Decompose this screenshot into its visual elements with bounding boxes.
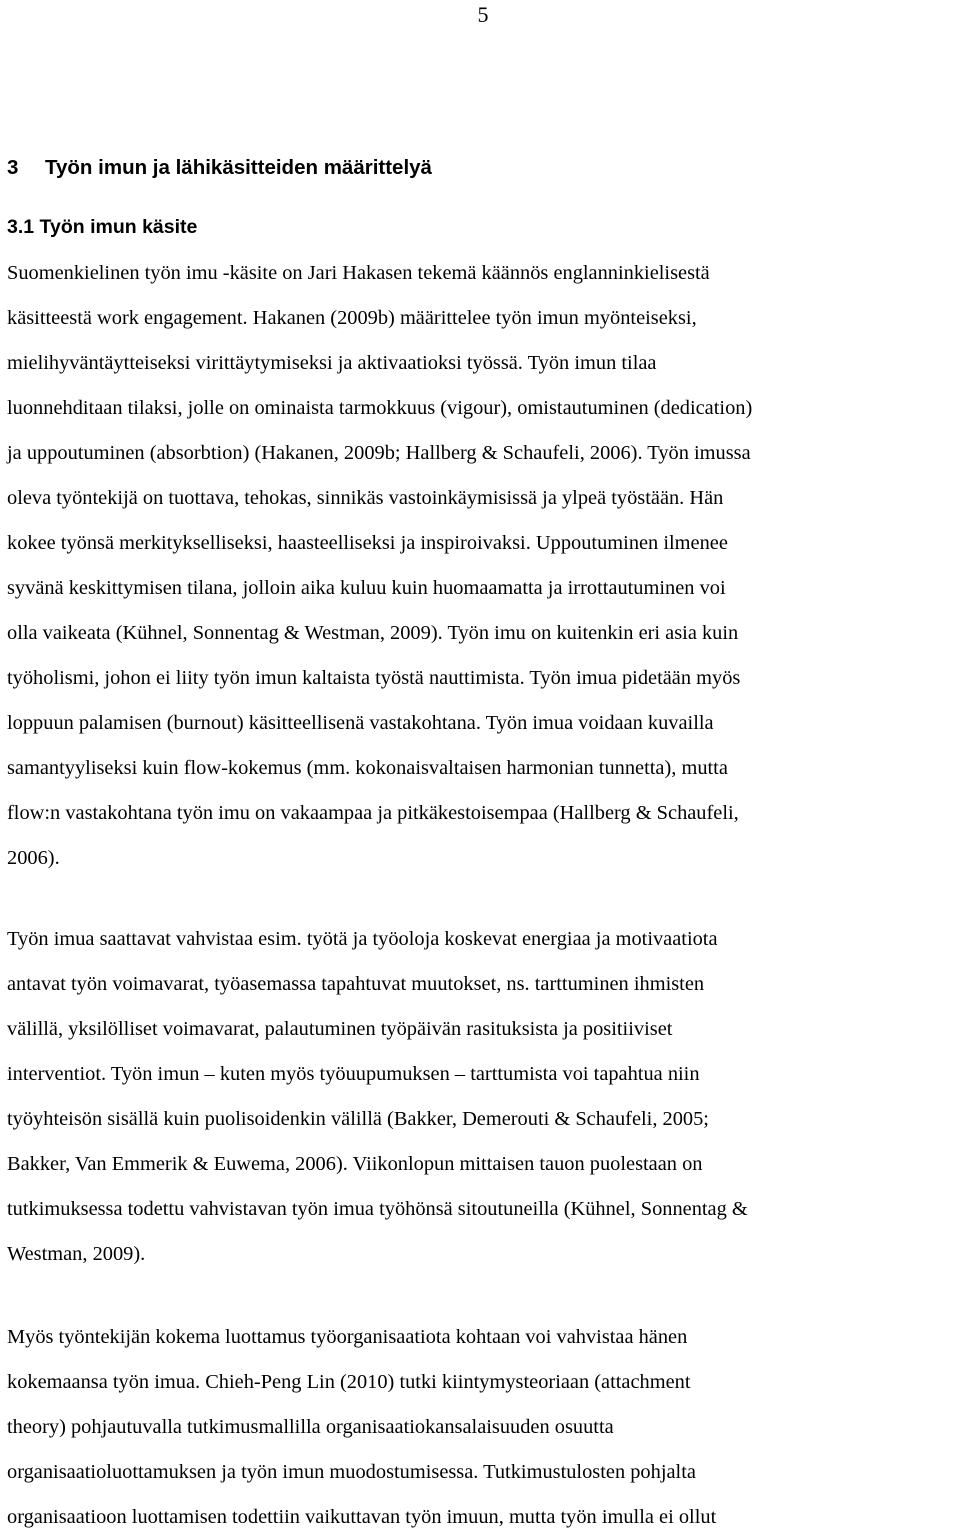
text-line: kokee työnsä merkitykselliseksi, haasteelliseksi ja inspiroivaksi. Uppoutuminen ilmenee [7, 532, 728, 554]
text-line: työyhteisön sisällä kuin puolisoidenkin välillä (Bakker, Demerouti & Schaufeli, 2005; [7, 1108, 709, 1130]
chapter-number: 3 [7, 156, 19, 179]
text-line: kokemaansa työn imua. Chieh-Peng Lin (2010) tutki kiintymysteoriaan (attachment [7, 1371, 691, 1393]
text-line: antavat työn voimavarat, työasemassa tapahtuvat muutokset, ns. tarttuminen ihmisten [7, 973, 705, 995]
text-line: mielihyväntäytteiseksi virittäytymiseksi ja aktivaatioksi työssä. Työn imun tilaa [7, 352, 657, 374]
text-line: käsitteestä work engagement. Hakanen (2009b) määrittelee työn imun myönteiseksi, [7, 307, 697, 329]
section-heading: 3.1 Työn imun käsite [7, 216, 198, 238]
text-line: välillä, yksilölliset voimavarat, palautuminen työpäivän rasituksista ja positiiviset [7, 1018, 673, 1040]
chapter-title: Työn imun ja lähikäsitteiden määrittelyä [45, 156, 432, 179]
text-line: Bakker, Van Emmerik & Euwema, 2006). Viikonlopun mittaisen tauon puolestaan on [7, 1153, 703, 1175]
text-line: työholismi, johon ei liity työn imun kaltaista työstä nauttimista. Työn imua pidetään myös [7, 667, 741, 689]
text-line: syvänä keskittymisen tilana, jolloin aika kuluu kuin huomaamatta ja irrottautuminen voi [7, 577, 726, 599]
chapter-heading [7, 154, 432, 182]
text-line: organisaatioon luottamisen todettiin vaikuttavan työn imuun, mutta työn imulla ei ollut [7, 1506, 717, 1528]
paragraph-3 [7, 1315, 960, 1540]
text-line: interventiot. Työn imun – kuten myös työuupumuksen – tarttumista voi tapahtua niin [7, 1063, 700, 1085]
text-line: luonnehditaan tilaksi, jolle on ominaista tarmokkuus (vigour), omistautuminen (dedication) [7, 397, 753, 419]
text-line: flow:n vastakohtana työn imu on vakaampaa ja pitkäkestoisempaa (Hallberg & Schaufeli, [7, 802, 739, 824]
text-line: theory) pohjautuvalla tutkimusmallilla organisaatiokansalaisuuden osuutta [7, 1416, 614, 1438]
text-line: organisaatioluottamuksen ja työn imun muodostumisessa. Tutkimustulosten pohjalta [7, 1461, 696, 1483]
page-number: 5 [477, 2, 489, 27]
text-line: samantyyliseksi kuin flow-kokemus (mm. kokonaisvaltaisen harmonian tunnetta), mutta [7, 757, 728, 779]
text-line: 2006). [7, 847, 60, 869]
text-line: Myös työntekijän kokema luottamus työorganisaatiota kohtaan voi vahvistaa hänen [7, 1326, 688, 1348]
text-line: tutkimuksessa todettu vahvistavan työn imua työhönsä sitoutuneilla (Kühnel, Sonnentag & [7, 1198, 748, 1220]
paragraph-2 [7, 917, 960, 1277]
text-line: Työn imua saattavat vahvistaa esim. työtä ja työoloja koskevat energiaa ja motivaatiota [7, 928, 718, 950]
text-line: oleva työntekijä on tuottava, tehokas, sinnikäs vastoinkäymisissä ja ylpeä työstään. Hän [7, 487, 724, 509]
text-line: Westman, 2009). [7, 1243, 146, 1265]
text-line: olla vaikeata (Kühnel, Sonnentag & Westman, 2009). Työn imu on kuitenkin eri asia kuin [7, 622, 739, 644]
text-line: Suomenkielinen työn imu -käsite on Jari Hakasen tekemä käännös englanninkielisestä [7, 262, 710, 284]
text-line: loppuun palamisen (burnout) käsitteellisenä vastakohtana. Työn imua voidaan kuvailla [7, 712, 714, 734]
paragraph-1 [7, 251, 960, 881]
text-line: ja uppoutuminen (absorbtion) (Hakanen, 2009b; Hallberg & Schaufeli, 2006). Työn imussa [7, 442, 751, 464]
